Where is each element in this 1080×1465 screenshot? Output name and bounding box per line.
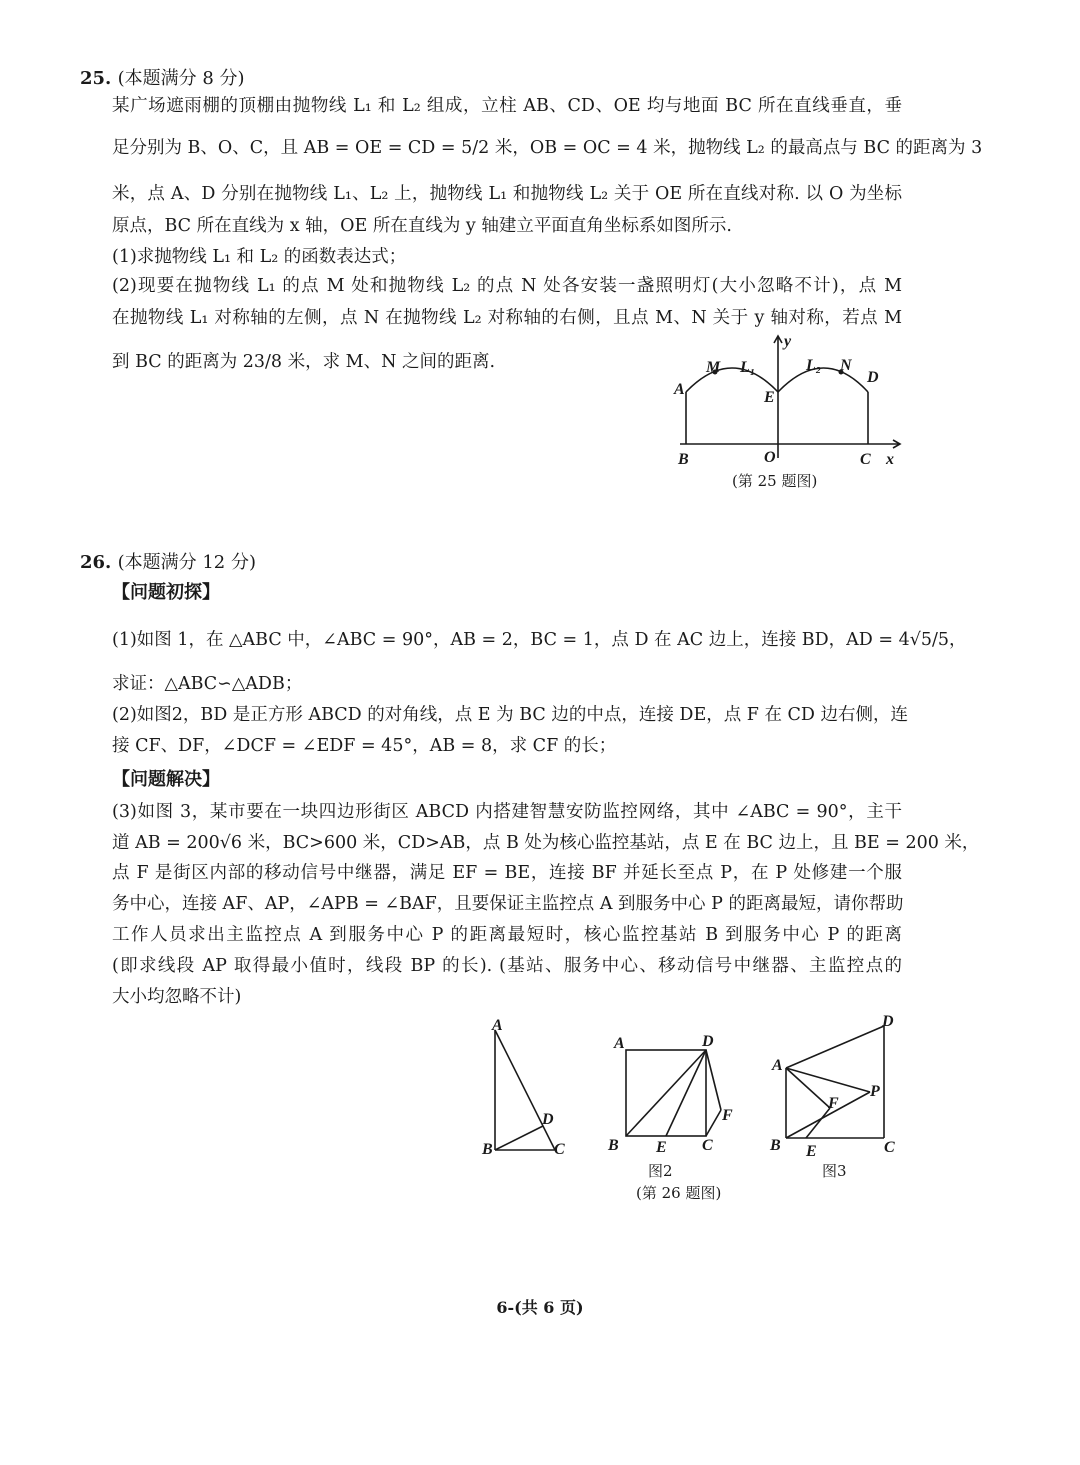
label-x: x [886, 451, 894, 468]
q26-line-6: 道 AB = 200√6 米，BC>600 米，CD>AB，点 B 处为核心监控基站，点 E 在 BC 边上，且 BE = 200 米， [112, 833, 980, 853]
q26-line-1: (1)如图 1，在 △ABC 中，∠ABC = 90°，AB = 2，BC = 1，点 D 在 AC 边上，连接 BD，AD = 4√5/5， [112, 630, 967, 650]
q26-line-10: (即求线段 AP 取得最小值时，线段 BP 的长). (基站、服务中心、移动信号中继器、主监控点的 [112, 956, 902, 976]
fig1-label-C: C [554, 1141, 565, 1158]
q25-line-5: (1)求抛物线 L₁ 和 L₂ 的函数表达式； [112, 247, 407, 267]
label-D: D [867, 369, 879, 386]
label-E: E [764, 389, 775, 406]
fig3-label-B: B [770, 1137, 781, 1154]
q26-line-9: 工作人员求出主监控点 A 到服务中心 P 的距离最短时，核心监控基站 B 到服务中心 P 的距离 [112, 925, 902, 945]
fig3-label-C: C [884, 1139, 895, 1156]
q26-heading [80, 548, 256, 574]
q26-line-5: (3)如图 3，某市要在一块四边形街区 ABCD 内搭建智慧安防监控网络，其中 ∠ABC = 90°，主干 [112, 802, 902, 822]
q25-figure [660, 330, 920, 470]
fig3-label-F: F [828, 1095, 839, 1112]
q25-number: 25. [80, 68, 112, 89]
fig1-label-D: D [542, 1111, 554, 1128]
fig3-label-P: P [870, 1083, 880, 1100]
fig2-label-A: A [614, 1035, 625, 1052]
label-L1: L₁ [740, 359, 756, 376]
label-N: N [840, 357, 852, 374]
q26-number: 26. [80, 552, 112, 573]
q26-section-solve: 【问题解决】 [112, 769, 220, 790]
q25-line-2: 足分别为 B、O、C，且 AB = OE = CD = 5/2 米，OB = OC = 4 米，抛物线 L₂ 的最高点与 BC 的距离为 3 [112, 138, 983, 158]
q26-line-7: 点 F 是街区内部的移动信号中继器，满足 EF = BE，连接 BF 并延长至点 P，在 P 处修建一个服 [112, 863, 902, 883]
segment-DE [666, 1050, 706, 1136]
parabola-L2 [778, 368, 868, 392]
q26-caption: (第 26 题图) [636, 1184, 722, 1202]
fig1-label-A: A [492, 1017, 503, 1034]
q26-figure-3 [766, 1010, 906, 1170]
label-L2: L₂ [806, 357, 822, 374]
q25-points: (本题满分 8 分) [117, 68, 245, 89]
label-B: B [678, 451, 689, 468]
label-O: O [764, 449, 776, 466]
q26-line-8: 务中心，连接 AF、AP，∠APB = ∠BAF，且要保证主监控点 A 到服务中心 P 的距离最短，请你帮助 [112, 894, 904, 914]
q25-line-3: 米，点 A、D 分别在抛物线 L₁、L₂ 上，抛物线 L₁ 和抛物线 L₂ 关于 OE 所在直线对称. 以 O 为坐标 [112, 184, 902, 204]
segment-BD [495, 1126, 543, 1150]
fig2-label-E: E [656, 1139, 667, 1156]
q26-line-2: 求证：△ABC∽△ADB； [112, 674, 303, 694]
label-A: A [674, 381, 685, 398]
q25-line-8: 到 BC 的距离为 23/8 米，求 M、N 之间的距离. [112, 352, 496, 372]
q25-line-1: 某广场遮雨棚的顶棚由抛物线 L₁ 和 L₂ 组成，立柱 AB、CD、OE 均与地面 BC 所在直线垂直，垂 [112, 96, 902, 116]
q26-figure-2 [606, 1028, 746, 1158]
label-M: M [706, 359, 721, 376]
q25-heading [80, 64, 245, 90]
q26-line-11: 大小均忽略不计) [112, 987, 242, 1007]
segment-DF [706, 1050, 721, 1110]
fig3-label-D: D [882, 1013, 894, 1030]
q26-points: (本题满分 12 分) [117, 552, 257, 573]
page-footer: 6-(共 6 页) [496, 1298, 584, 1317]
fig2-label-C: C [702, 1137, 713, 1154]
segment-AC [495, 1030, 555, 1150]
q26-section-explore: 【问题初探】 [112, 582, 220, 603]
fig2-label-B: B [608, 1137, 619, 1154]
fig2-label-D: D [702, 1033, 714, 1050]
q26-line-3: (2)如图2，BD 是正方形 ABCD 的对角线，点 E 为 BC 边的中点，连接 DE，点 F 在 CD 边右侧，连 [112, 705, 909, 725]
q25-line-4: 原点，BC 所在直线为 x 轴，OE 所在直线为 y 轴建立平面直角坐标系如图所示. [112, 216, 732, 236]
segment-EF [806, 1108, 830, 1138]
fig3-label-A: A [772, 1057, 783, 1074]
fig2-label-F: F [722, 1107, 733, 1124]
label-y: y [784, 333, 792, 350]
fig3-caption: 图3 [822, 1162, 847, 1180]
diagonal-BD [626, 1050, 706, 1136]
fig3-label-E: E [806, 1143, 817, 1160]
q26-figure-1 [480, 1012, 570, 1162]
segment-AD [786, 1026, 884, 1068]
fig1-label-B: B [482, 1141, 493, 1158]
segment-CF [706, 1110, 721, 1136]
fig2-caption: 图2 [648, 1162, 673, 1180]
q25-line-6: (2)现要在抛物线 L₁ 的点 M 处和抛物线 L₂ 的点 N 处各安装一盏照明灯(大小忽略不计)，点 M [112, 276, 902, 296]
q25-line-7: 在抛物线 L₁ 对称轴的左侧，点 N 在抛物线 L₂ 对称轴的右侧，且点 M、N 关于 y 轴对称，若点 M [112, 308, 902, 328]
q25-caption: (第 25 题图) [732, 472, 818, 490]
q26-line-4: 接 CF、DF，∠DCF = ∠EDF = 45°，AB = 8，求 CF 的长； [112, 736, 617, 756]
label-C: C [860, 451, 871, 468]
